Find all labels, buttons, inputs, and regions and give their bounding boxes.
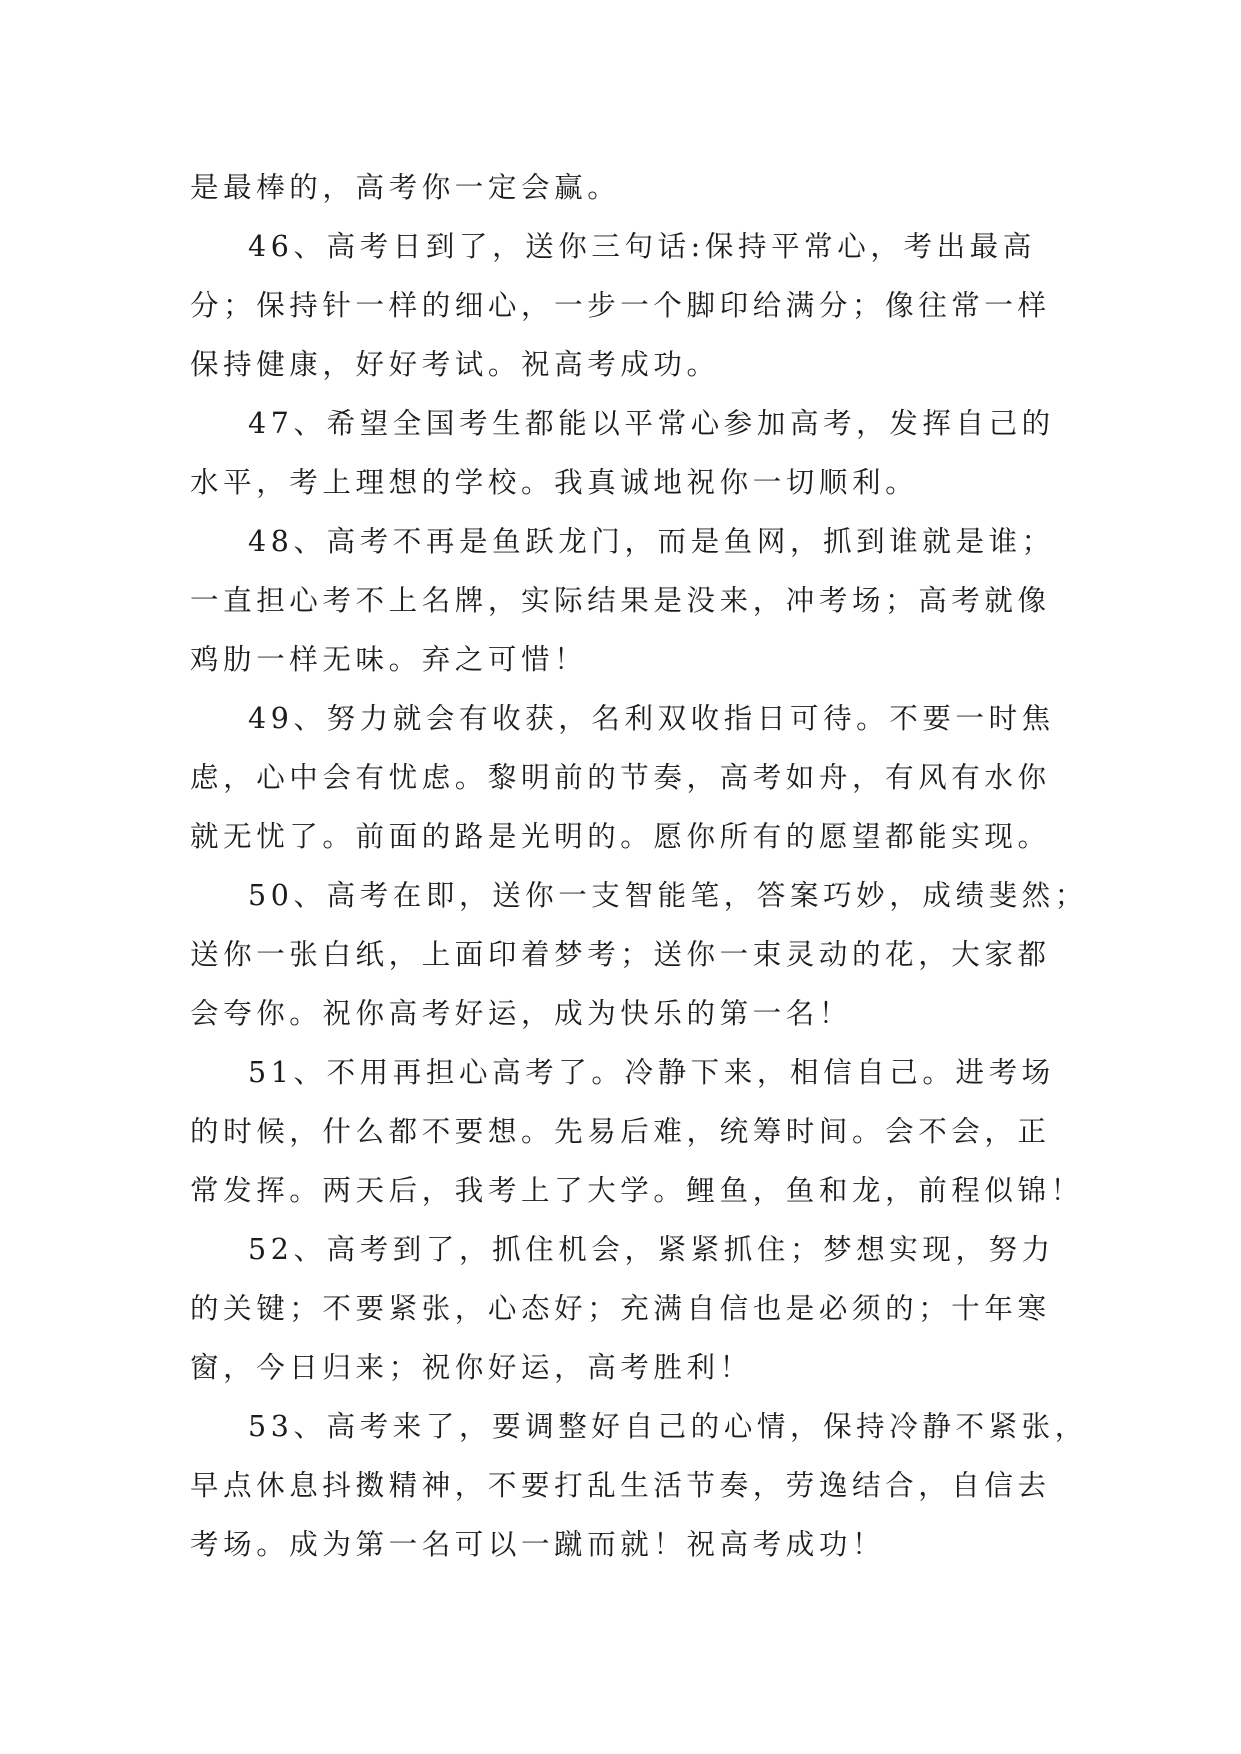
text-line: 会夸你。祝你高考好运，成为快乐的第一名！ [190, 997, 853, 1030]
text-line: 保持健康，好好考试。祝高考成功。 [190, 348, 720, 381]
text-line: 窗，今日归来；祝你好运，高考胜利！ [190, 1351, 753, 1384]
paragraph-45-continuation [190, 158, 1050, 217]
text-line: 虑，心中会有忧虑。黎明前的节奏，高考如舟，有风有水你 [190, 761, 1051, 794]
text-line: 常发挥。两天后，我考上了大学。鲤鱼，鱼和龙，前程似锦！ [190, 1174, 1084, 1207]
text-line: 送你一张白纸，上面印着梦考；送你一束灵动的花，大家都 [190, 938, 1051, 971]
paragraph-46 [190, 217, 1050, 394]
text-line: 52、高考到了，抓住机会，紧紧抓住；梦想实现，努力 [248, 1233, 1055, 1266]
text-line: 47、希望全国考生都能以平常心参加高考，发挥自己的 [248, 407, 1055, 440]
paragraph-48 [190, 512, 1055, 689]
text-line: 是最棒的，高考你一定会赢。 [190, 171, 621, 204]
text-line: 一直担心考不上名牌，实际结果是没来，冲考场；高考就像 [190, 584, 1051, 617]
text-line: 鸡肋一样无味。弃之可惜！ [190, 643, 588, 676]
text-line: 的关键；不要紧张，心态好；充满自信也是必须的；十年寒 [190, 1292, 1051, 1325]
text-line: 48、高考不再是鱼跃龙门，而是鱼网，抓到谁就是谁； [248, 525, 1055, 558]
text-line: 就无忧了。前面的路是光明的。愿你所有的愿望都能实现。 [190, 820, 1051, 853]
text-line: 50、高考在即，送你一支智能笔，答案巧妙，成绩斐然； [248, 879, 1088, 912]
text-line: 46、高考日到了，送你三句话:保持平常心，考出最高 [248, 230, 1036, 263]
paragraph-47 [190, 394, 1055, 512]
text-line: 早点休息抖擞精神，不要打乱生活节奏，劳逸结合，自信去 [190, 1469, 1051, 1502]
paragraph-49 [190, 689, 1055, 866]
text-line: 考场。成为第一名可以一蹴而就！祝高考成功！ [190, 1528, 886, 1561]
paragraph-50 [190, 866, 1088, 1043]
paragraph-51 [190, 1043, 1084, 1220]
text-line: 51、不用再担心高考了。冷静下来，相信自己。进考场 [248, 1056, 1055, 1089]
text-line: 的时候，什么都不要想。先易后难，统筹时间。会不会，正 [190, 1115, 1051, 1148]
text-line: 53、高考来了，要调整好自己的心情，保持冷静不紧张， [248, 1410, 1088, 1443]
text-line: 49、努力就会有收获，名利双收指日可待。不要一时焦 [248, 702, 1055, 735]
paragraph-53 [190, 1397, 1088, 1574]
text-line: 分；保持针一样的细心，一步一个脚印给满分；像往常一样 [190, 289, 1051, 322]
paragraph-52 [190, 1220, 1055, 1397]
text-line: 水平，考上理想的学校。我真诚地祝你一切顺利。 [190, 466, 919, 499]
document-body [190, 158, 1088, 1574]
